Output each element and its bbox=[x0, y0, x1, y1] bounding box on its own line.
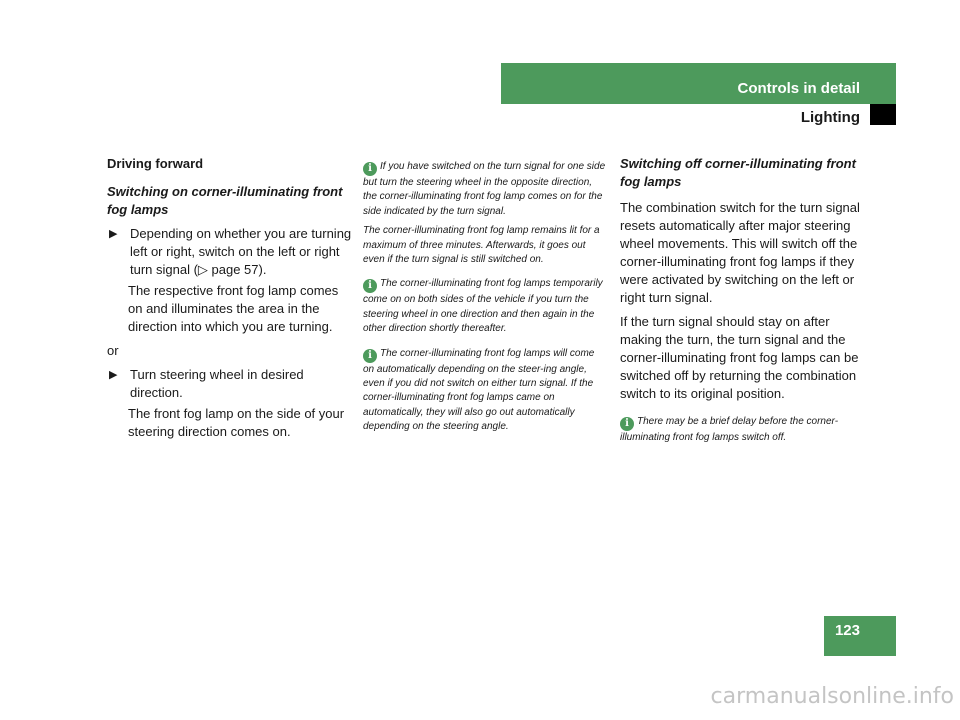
note-continued: The corner-illuminating front fog lamp remains lit for a maximum of three minutes. Afterwards, it goes out even if the turn signal is still switched on. bbox=[363, 225, 600, 266]
section-marker bbox=[870, 104, 896, 125]
info-icon: i bbox=[363, 279, 377, 293]
instruction-step bbox=[107, 366, 355, 402]
info-note bbox=[363, 347, 608, 435]
watermark: carmanualsonline.info bbox=[710, 684, 954, 709]
info-note bbox=[363, 160, 608, 219]
step-result: The respective front fog lamp comes on and illuminates the area in the direction into which you are turning. bbox=[128, 283, 339, 334]
page-number-box bbox=[824, 616, 896, 656]
step-text: Depending on whether you are turning left or right, switch on the left or right turn signal (▷ page 57). bbox=[130, 226, 352, 277]
paragraph: If the turn signal should stay on after making the turn, the turn signal and the corner-illuminating front fog lamps can be switched off by returning the combination switch to its original position. bbox=[620, 314, 859, 401]
instruction-step bbox=[107, 225, 355, 279]
section-heading: Driving forward bbox=[107, 156, 204, 171]
section-title: Lighting bbox=[800, 109, 860, 126]
paragraph: The combination switch for the turn signal resets automatically after major steering wheel movements. This will switch off the corner-illuminating front fog lamps if they were activated by switching on the left or right turn signal. bbox=[620, 200, 860, 305]
header-band bbox=[501, 63, 896, 104]
note-text: If you have switched on the turn signal for one side but turn the steering wheel in the opposite direction, the corner-illuminating front fog lamp comes on for the side indicated by the turn signal. bbox=[363, 161, 606, 217]
info-note bbox=[363, 277, 608, 336]
step-arrow-icon: ▶ bbox=[109, 228, 118, 240]
step-arrow-icon: ▶ bbox=[109, 369, 118, 381]
subheading-switch-on: Switching on corner-illuminating front fog lamps bbox=[107, 184, 343, 217]
or-separator: or bbox=[107, 343, 119, 358]
info-icon: i bbox=[363, 162, 377, 176]
middle-column bbox=[363, 160, 608, 435]
info-note bbox=[620, 415, 865, 445]
step-result: The front fog lamp on the side of your steering direction comes on. bbox=[128, 406, 345, 439]
note-text: There may be a brief delay before the corner-illuminating front fog lamps switch off. bbox=[620, 416, 839, 443]
info-icon: i bbox=[620, 417, 634, 431]
left-column bbox=[107, 155, 355, 441]
page-number: 123 bbox=[834, 622, 860, 639]
step-text: Turn steering wheel in desired direction. bbox=[130, 367, 304, 400]
note-text: The corner-illuminating front fog lamps will come on automatically depending on the steer-ing angle, even if you did not switch on either turn signal. If the corner-illuminating front fog lamps came on automatically, they will also go out automatically depending on the steering angle. bbox=[363, 347, 595, 433]
chapter-title: Controls in detail bbox=[737, 80, 860, 97]
right-column bbox=[620, 155, 865, 445]
note-text: The corner-illuminating front fog lamps temporarily come on on both sides of the vehicle if you turn the steering wheel in one direction and then again in the other direction shortly thereafter. bbox=[363, 278, 603, 335]
info-icon: i bbox=[363, 349, 377, 363]
subheading-switch-off: Switching off corner-illuminating front fog lamps bbox=[620, 156, 856, 189]
